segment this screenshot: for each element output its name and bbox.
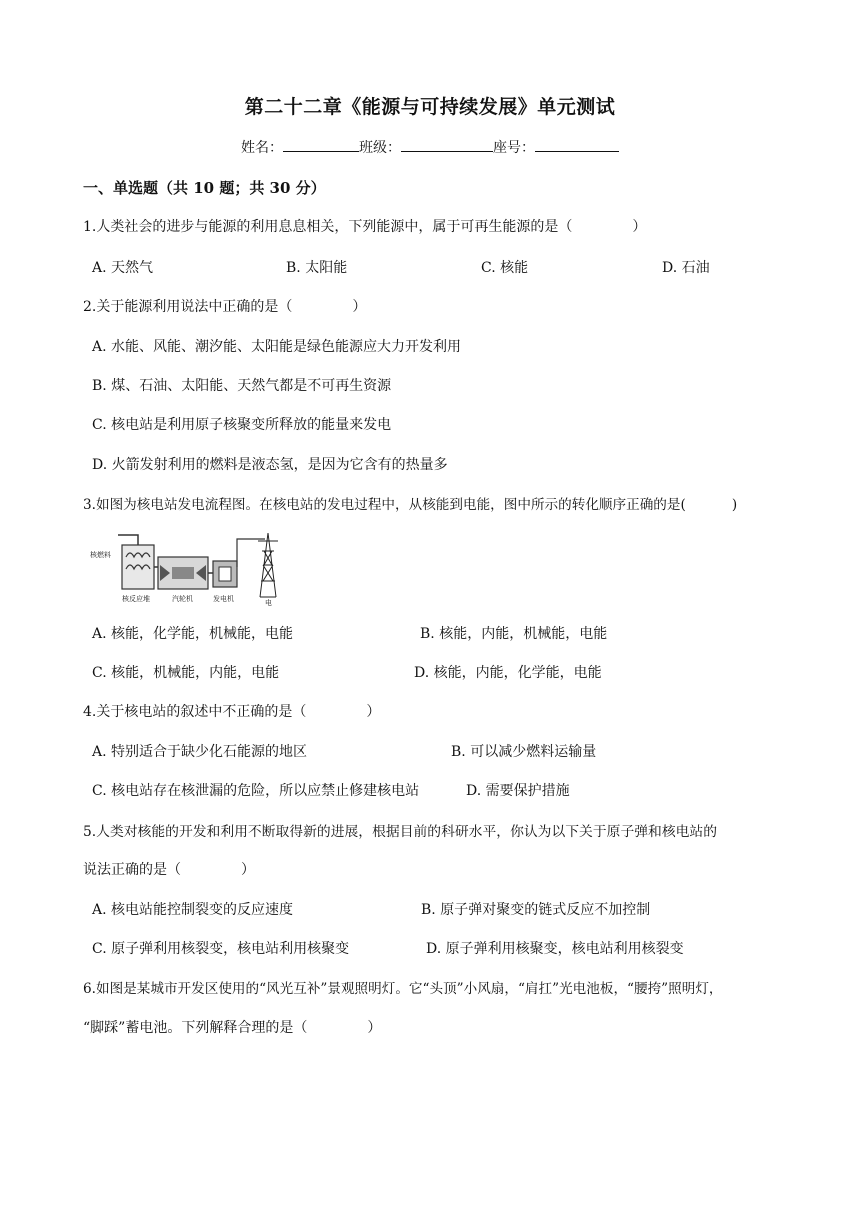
- question-3-stem: 3.如图为核电站发电流程图。在核电站的发电过程中，从核能到电能，图中所示的转化顺序正确的是( ): [83, 497, 738, 513]
- question-1-stem: 1.人类社会的进步与能源的利用息息相关，下列能源中，属于可再生能源的是（ ）: [83, 219, 647, 235]
- q4-option-b: B. 可以减少燃料运输量: [451, 744, 597, 760]
- q3-option-a: A. 核能，化学能，机械能，电能: [92, 626, 294, 642]
- q1-option-d: D. 石油: [662, 260, 710, 276]
- svg-text:核燃料: 核燃料: [90, 551, 111, 559]
- svg-text:核反应堆: 核反应堆: [122, 595, 150, 603]
- q3-option-d: D. 核能，内能，化学能，电能: [414, 665, 602, 681]
- question-6-stem-line2: “脚踩”蓄电池。下列解释合理的是（ ）: [83, 1020, 382, 1036]
- question-5-stem-line1: 5.人类对核能的开发和利用不断取得新的进展，根据目前的科研水平，你认为以下关于原子弹和核电站的: [83, 824, 718, 840]
- q3-option-c: C. 核能，机械能，内能，电能: [92, 665, 280, 681]
- q5-option-a: A. 核电站能控制裂变的反应速度: [92, 902, 294, 918]
- seat-label: 座号：: [493, 140, 535, 156]
- q5-option-c: C. 原子弹利用核裂变，核电站利用核聚变: [92, 941, 350, 957]
- q1-option-a: A. 天然气: [92, 260, 154, 276]
- class-label: 班级：: [359, 140, 401, 156]
- q5-option-b: B. 原子弹对聚变的链式反应不加控制: [421, 902, 651, 918]
- q4-option-c: C. 核电站存在核泄漏的危险，所以应禁止修建核电站: [92, 783, 420, 799]
- q2-option-b: B. 煤、石油、太阳能、天然气都是不可再生资源: [92, 378, 392, 394]
- q2-option-d: D. 火箭发射利用的燃料是液态氢，是因为它含有的热量多: [92, 457, 448, 473]
- class-blank: [401, 137, 493, 152]
- q4-option-a: A. 特别适合于缺少化石能源的地区: [92, 744, 308, 760]
- question-2-stem: 2.关于能源利用说法中正确的是（ ）: [83, 299, 367, 315]
- svg-text:汽轮机: 汽轮机: [172, 595, 193, 603]
- section-heading: 一、单选题（共 10 题；共 30 分）: [83, 179, 326, 197]
- page-title: 第二十二章《能源与可持续发展》单元测试: [244, 96, 616, 118]
- question-5-stem-line2: 说法正确的是（ ）: [83, 862, 255, 878]
- q2-option-a: A. 水能、风能、潮汐能、太阳能是绿色能源应大力开发利用: [92, 339, 462, 355]
- q1-option-b: B. 太阳能: [286, 260, 348, 276]
- svg-text:发电机: 发电机: [213, 595, 234, 603]
- q4-option-d: D. 需要保护措施: [466, 783, 570, 799]
- question-6-stem-line1: 6.如图是某城市开发区使用的“风光互补”景观照明灯。它“头顶”小风扇，“肩扛”光电池板，“腰挎”照明灯，: [83, 981, 723, 997]
- q2-option-c: C. 核电站是利用原子核聚变所释放的能量来发电: [92, 417, 392, 433]
- svg-text:电: 电: [265, 599, 272, 607]
- nuclear-plant-diagram: [88, 527, 288, 607]
- name-blank: [283, 137, 359, 152]
- q3-option-b: B. 核能，内能，机械能，电能: [420, 626, 608, 642]
- q1-option-c: C. 核能: [481, 260, 529, 276]
- name-label: 姓名：: [241, 140, 283, 156]
- q5-option-d: D. 原子弹利用核聚变，核电站利用核裂变: [426, 941, 684, 957]
- question-4-stem: 4.关于核电站的叙述中不正确的是（ ）: [83, 704, 381, 720]
- student-info: [0, 137, 860, 157]
- seat-blank: [535, 137, 619, 152]
